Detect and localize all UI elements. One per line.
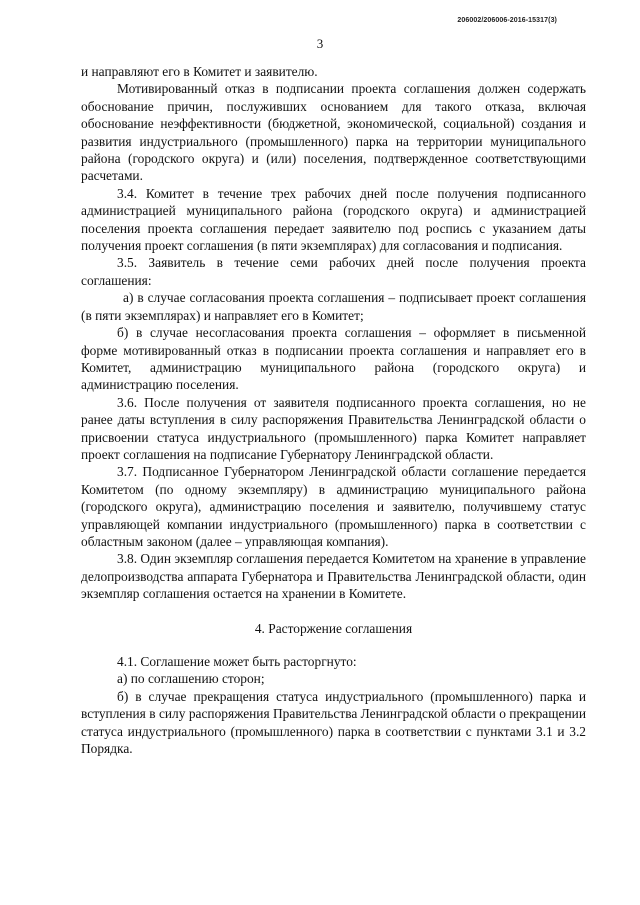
paragraph-3-4: 3.4. Комитет в течение трех рабочих дней после получения подписанного администрацией муниципального района (городского округа) и администрацией поселения проекта соглашения передает заявителю под роспись с указанием даты получения проект соглашения (в пяти экземплярах) для согласования и подписания. <box>81 185 586 254</box>
paragraph-3-5: 3.5. Заявитель в течение семи рабочих дней после получения проекта соглашения: <box>81 255 586 288</box>
paragraph-4-1-a: а) по соглашению сторон; <box>117 671 265 687</box>
paragraph-3-7: 3.7. Подписанное Губернатором Ленинградской области соглашение передается Комитетом (по одному экземпляру) в администрацию муниципального района (городского округа), администрацию поселения и заявителю, получившему статус управляющей компании индустриального (промышленного) парка в соответствии с областным законом (далее – управляющая компания). <box>81 464 586 549</box>
document-body <box>81 63 586 757</box>
section-title: 4. Расторжение соглашения <box>254 620 413 636</box>
paragraph-4-1: 4.1. Соглашение может быть расторгнуто: <box>117 654 357 669</box>
paragraph-refusal-justification: Мотивированный отказ в подписании проекта соглашения должен содержать обоснование причин, послуживших основанием для такого отказа, включая обоснование неэффективности (бюджетной, экономической, социальной) создания и развития индустриального (промышленного) парка на территории муниципального района (городского округа) и (или) поселения, подтвержденное соответствующими расчетами. <box>81 81 586 184</box>
document-code: 206002/206006-2016-15317(3) <box>457 17 557 24</box>
paragraph-3-5-a: а) в случае согласования проекта соглашения – подписывает проект соглашения (в пяти экземплярах) и направляет его в Комитет; <box>81 290 586 323</box>
paragraph-3-8: 3.8. Один экземпляр соглашения передается Комитетом на хранение в управление делопроизводства аппарата Губернатора и Правительства Ленинградской области, один экземпляр соглашения остается на хранении в Комитете. <box>81 551 586 602</box>
paragraph-continuation: и направляют его в Комитет и заявителю. <box>81 64 318 79</box>
paragraph-3-5-b: б) в случае несогласования проекта соглашения – оформляет в письменной форме мотивированный отказ в подписании проекта соглашения и направляет его в Комитет, администрацию муниципального района (городского округа) и администрацию поселения. <box>81 325 586 393</box>
paragraph-4-1-b: б) в случае прекращения статуса индустриального (промышленного) парка и вступления в силу распоряжения Правительства Ленинградской области о прекращении статуса индустриального (промышленного) парка в соответствии с пунктами 3.1 и 3.2 Порядка. <box>81 688 586 757</box>
page-number: 3 <box>316 36 324 51</box>
paragraph-3-6: 3.6. После получения от заявителя подписанного проекта соглашения, но не ранее даты вступления в силу распоряжения Правительства Ленинградской области о присвоении статуса индустриального (промышленного) парка Комитет направляет проект соглашения на подписание Губернатору Ленинградской области. <box>81 394 586 462</box>
